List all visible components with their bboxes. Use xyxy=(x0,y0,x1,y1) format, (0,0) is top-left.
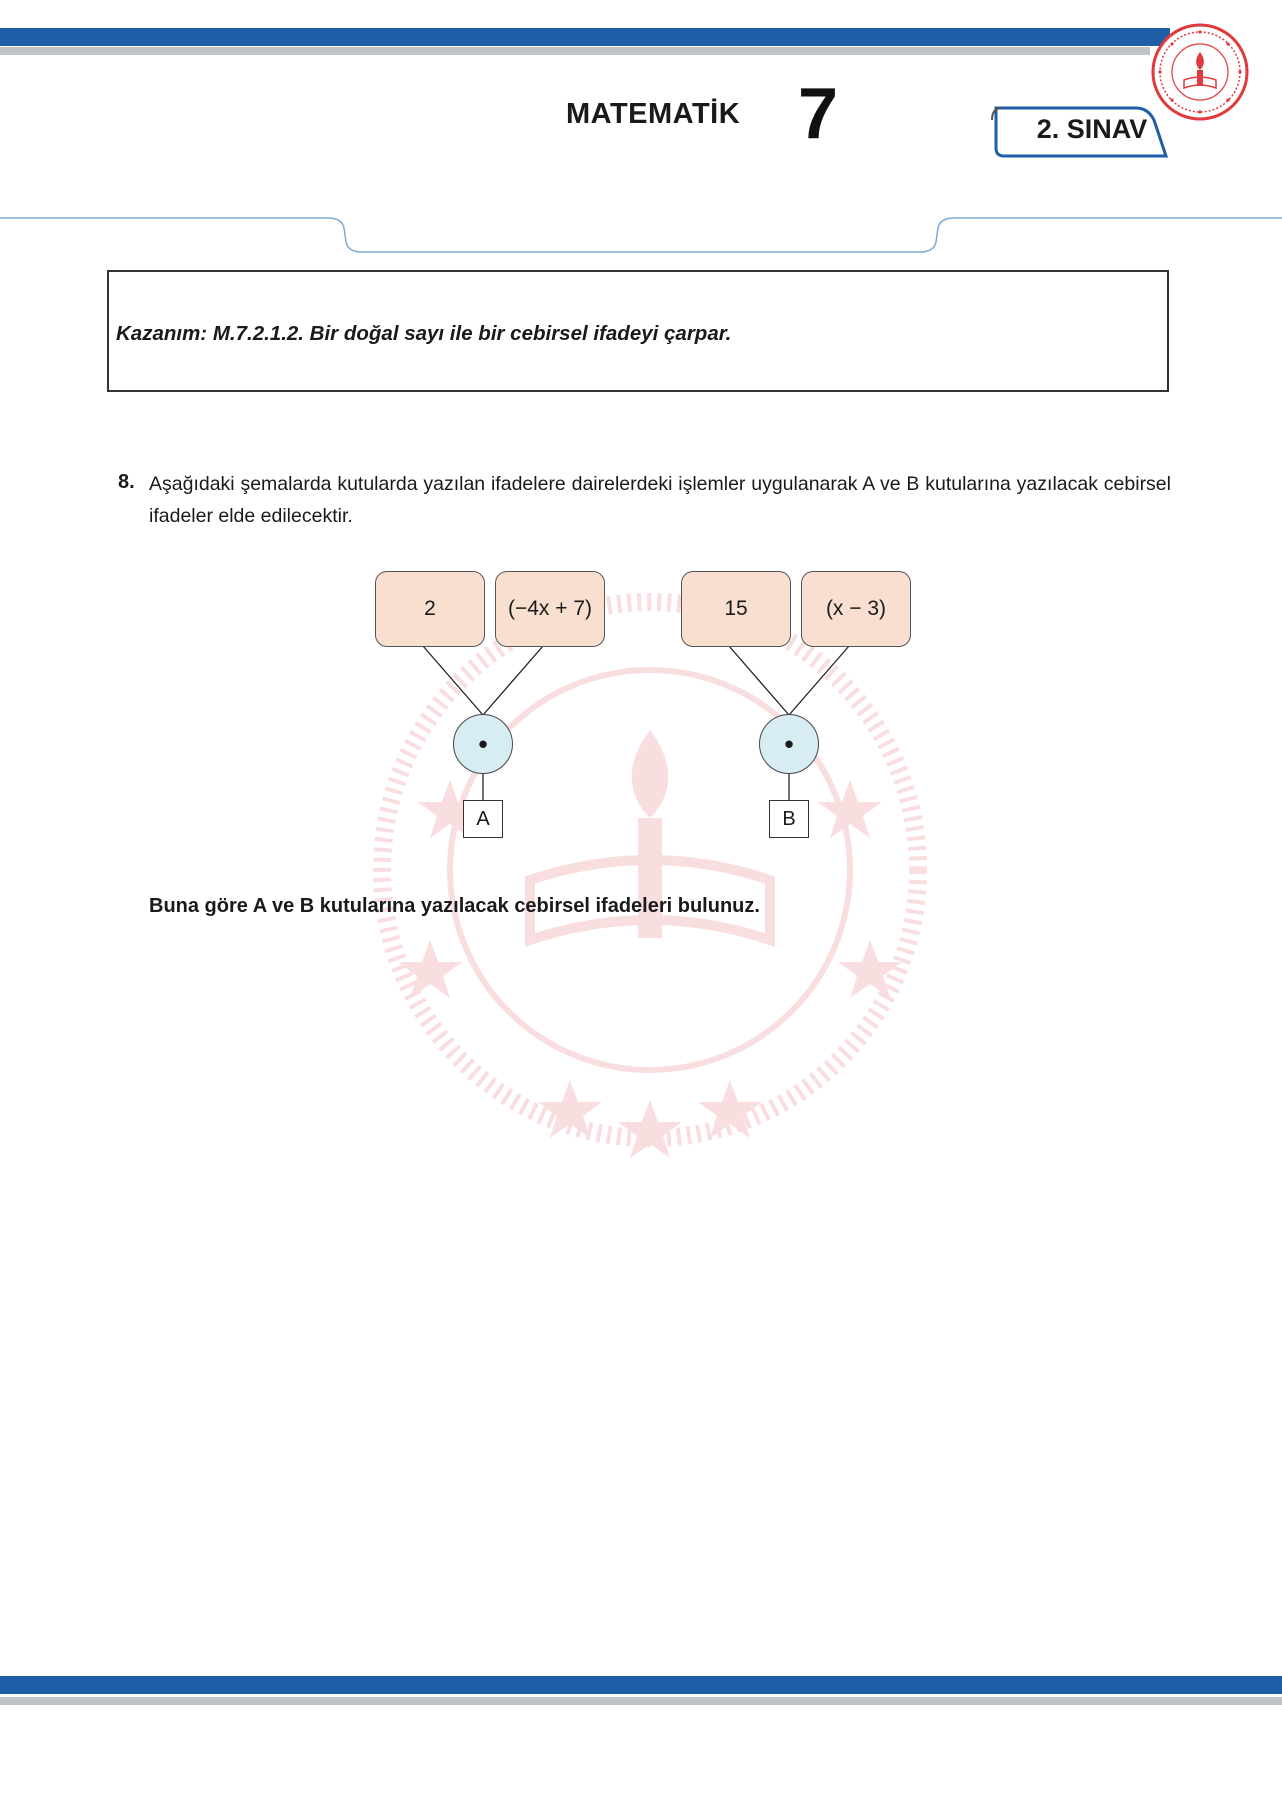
top-blue-bar xyxy=(0,28,1170,46)
question-prompt: Buna göre A ve B kutularına yazılacak cebirsel ifadeleri bulunuz. xyxy=(149,895,760,917)
question-number: 8. xyxy=(118,471,135,493)
left-multiply-operation: • xyxy=(453,714,513,774)
exam-label: 2. SINAV xyxy=(1036,114,1148,144)
left-input-box-expression: (−4x + 7) xyxy=(495,571,605,647)
right-input-box-expression: (x − 3) xyxy=(801,571,911,647)
result-box-a: A xyxy=(463,800,503,838)
right-multiply-operation: • xyxy=(759,714,819,774)
result-box-b: B xyxy=(769,800,809,838)
header-divider xyxy=(0,200,1282,260)
bottom-gray-bar xyxy=(0,1697,1282,1705)
outcome-text: Kazanım: M.7.2.1.2. Bir doğal sayı ile bir cebirsel ifadeyi çarpar. xyxy=(116,322,732,345)
subject-title: MATEMATİK xyxy=(566,98,741,130)
top-gray-bar xyxy=(0,47,1150,55)
bottom-blue-bar xyxy=(0,1676,1282,1694)
question-text: Aşağıdaki şemalarda kutularda yazılan ifadelere dairelerdeki işlemler uygulanarak A ve B kutularına yazılacak cebirsel ifadeler elde edilecektir. xyxy=(149,473,1171,527)
operation-diagram xyxy=(370,568,910,838)
left-input-box-number: 2 xyxy=(375,571,485,647)
right-input-box-number: 15 xyxy=(681,571,791,647)
grade-number: 7 xyxy=(798,74,839,154)
